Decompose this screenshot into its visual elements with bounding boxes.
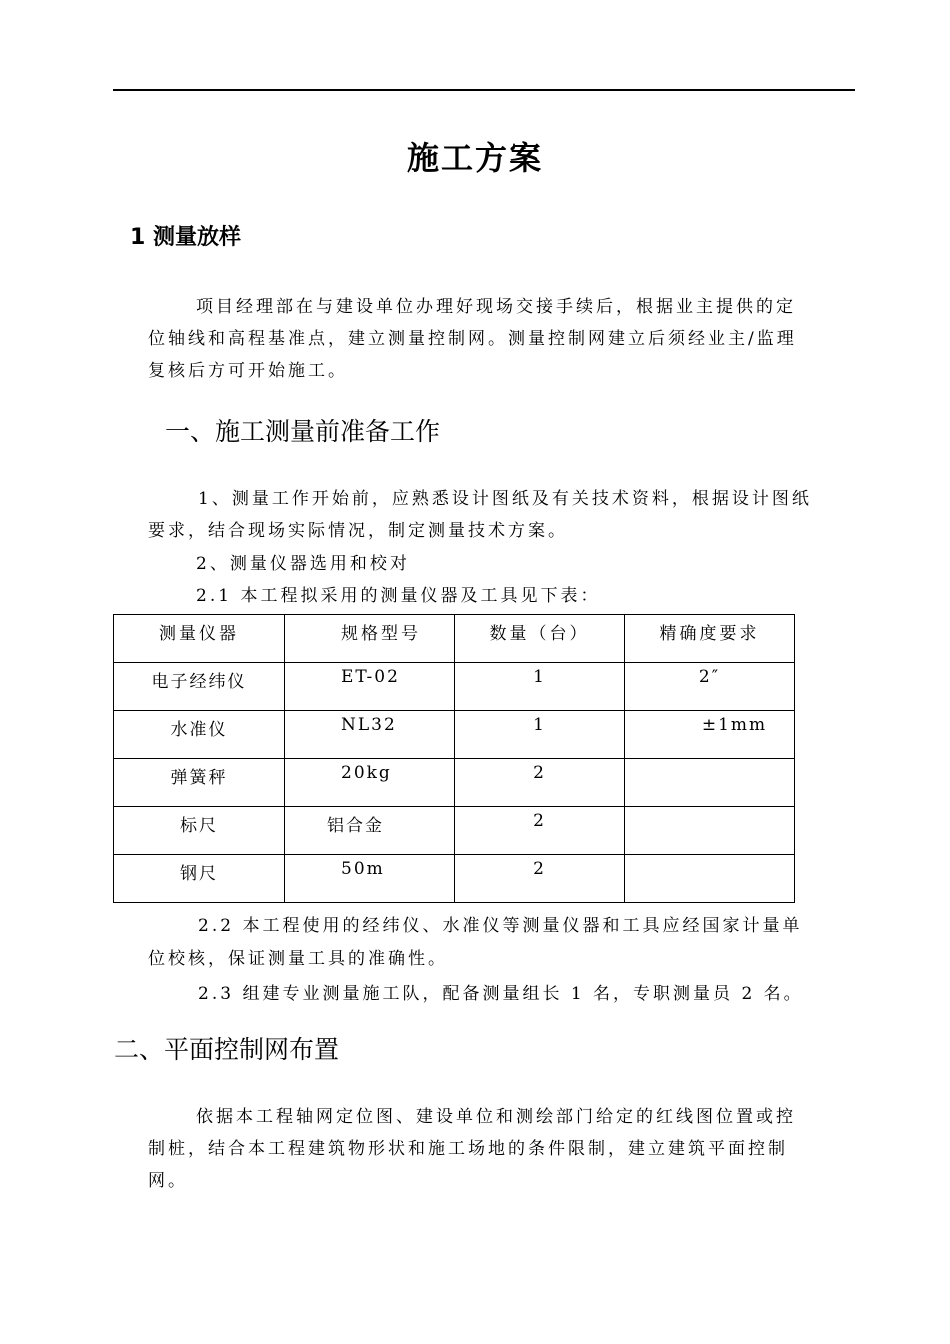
cell-precision bbox=[625, 855, 795, 903]
cell-model: ET-02 bbox=[285, 663, 455, 711]
cell-instrument: 标尺 bbox=[114, 807, 285, 855]
cell-quantity: 2 bbox=[455, 759, 625, 807]
intro-line-1: 项目经理部在与建设单位办理好现场交接手续后，根据业主提供的定 bbox=[196, 297, 796, 317]
section-heading: 1 测量放样 bbox=[130, 225, 241, 250]
table-row bbox=[114, 663, 795, 711]
item1-line-2: 要求，结合现场实际情况，制定测量技术方案。 bbox=[148, 521, 568, 541]
item2-line: 2、测量仪器选用和校对 bbox=[196, 554, 410, 574]
part1-heading: 一、施工测量前准备工作 bbox=[165, 417, 441, 446]
cell-precision bbox=[625, 807, 795, 855]
cell-model: 铝合金 bbox=[285, 807, 455, 855]
intro-line-3: 复核后方可开始施工。 bbox=[148, 361, 348, 381]
part2-line-3: 网。 bbox=[148, 1171, 188, 1191]
cell-instrument: 水准仪 bbox=[114, 711, 285, 759]
intro-line-2: 位轴线和高程基准点，建立测量控制网。测量控制网建立后须经业主/监理 bbox=[148, 329, 797, 349]
instrument-table bbox=[113, 614, 795, 903]
item1-line-1: 1、测量工作开始前，应熟悉设计图纸及有关技术资料，根据设计图纸 bbox=[198, 489, 812, 509]
part2-line-1: 依据本工程轴网定位图、建设单位和测绘部门给定的红线图位置或控 bbox=[196, 1107, 796, 1127]
cell-model: NL32 bbox=[285, 711, 455, 759]
cell-instrument: 弹簧秤 bbox=[114, 759, 285, 807]
cell-quantity: 2 bbox=[455, 807, 625, 855]
table-header-row bbox=[114, 615, 795, 663]
cell-quantity: 1 bbox=[455, 663, 625, 711]
cell-quantity: 2 bbox=[455, 855, 625, 903]
item23-line: 2.3 组建专业测量施工队，配备测量组长 1 名，专职测量员 2 名。 bbox=[198, 984, 804, 1004]
item22-line-2: 位校核，保证测量工具的准确性。 bbox=[148, 949, 448, 969]
table-row bbox=[114, 759, 795, 807]
part2-heading: 二、平面控制网布置 bbox=[114, 1035, 340, 1064]
cell-model: 20kg bbox=[285, 759, 455, 807]
cell-precision: 2″ bbox=[625, 663, 795, 711]
header-quantity: 数量（台） bbox=[455, 615, 625, 663]
table-row bbox=[114, 711, 795, 759]
header-model: 规格型号 bbox=[285, 615, 455, 663]
table-row bbox=[114, 807, 795, 855]
cell-instrument: 电子经纬仪 bbox=[114, 663, 285, 711]
document-title: 施工方案 bbox=[406, 139, 543, 177]
header-instrument: 测量仪器 bbox=[114, 615, 285, 663]
part2-line-2: 制桩，结合本工程建筑物形状和施工场地的条件限制，建立建筑平面控制 bbox=[148, 1139, 788, 1159]
cell-quantity: 1 bbox=[455, 711, 625, 759]
item22-line-1: 2.2 本工程使用的经纬仪、水准仪等测量仪器和工具应经国家计量单 bbox=[198, 916, 803, 936]
item21-line: 2.1 本工程拟采用的测量仪器及工具见下表： bbox=[196, 586, 601, 606]
cell-instrument: 钢尺 bbox=[114, 855, 285, 903]
cell-model: 50m bbox=[285, 855, 455, 903]
header-precision: 精确度要求 bbox=[625, 615, 795, 663]
cell-precision: ±1mm bbox=[625, 711, 795, 759]
cell-precision bbox=[625, 759, 795, 807]
header-rule bbox=[113, 89, 855, 91]
table-row bbox=[114, 855, 795, 903]
